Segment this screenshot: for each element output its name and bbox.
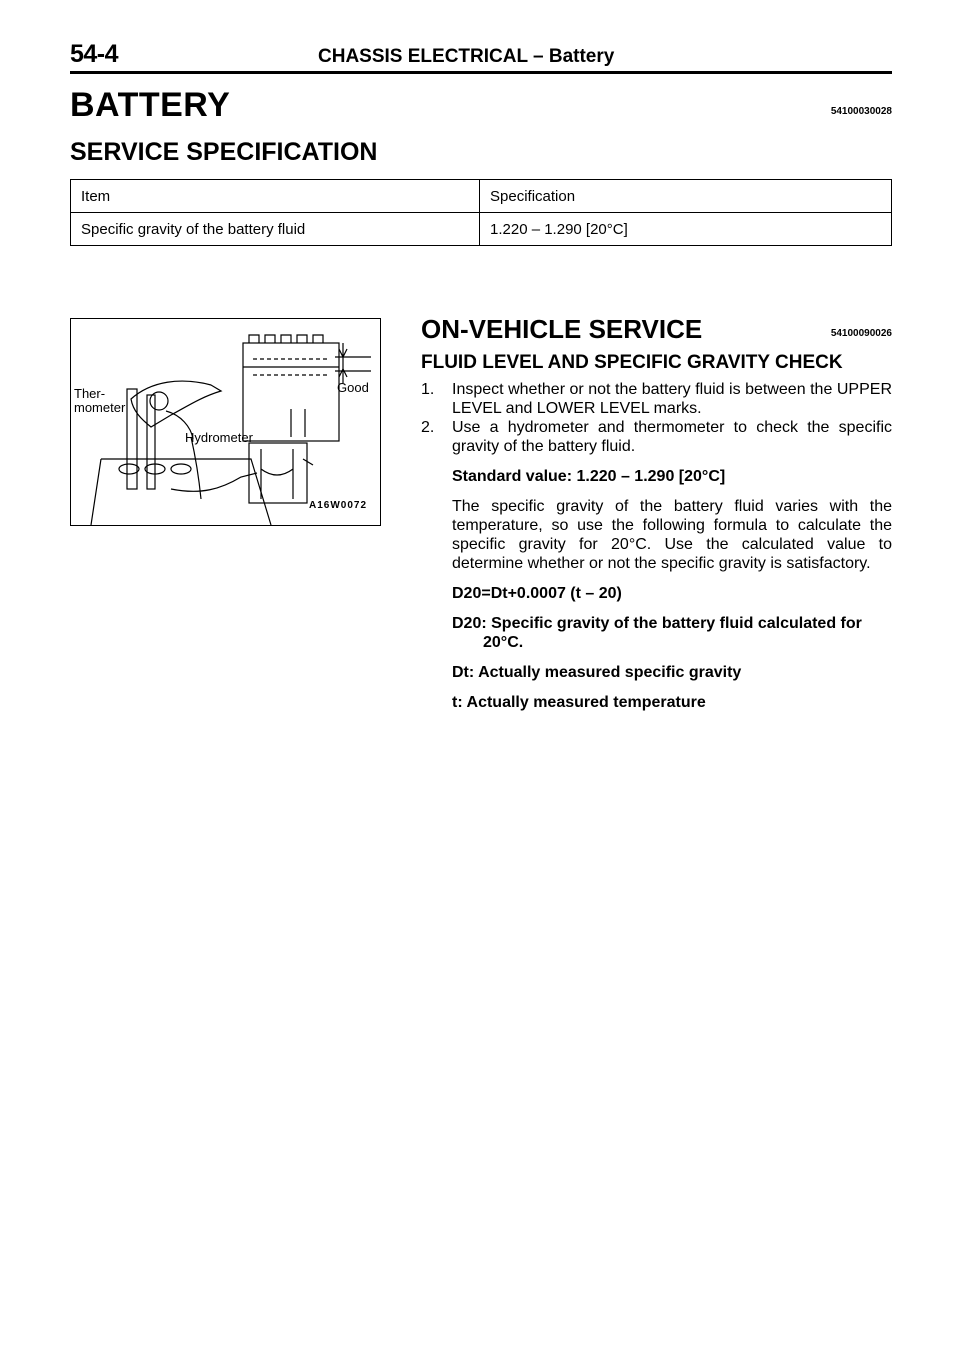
hydrometer-label: Hydrometer bbox=[185, 430, 253, 445]
battery-heading: BATTERY bbox=[70, 86, 231, 124]
table-header-row bbox=[71, 180, 892, 213]
definition-t: t: Actually measured temperature bbox=[452, 694, 706, 711]
step-1-number: 1. bbox=[421, 381, 435, 398]
page-number: 54-4 bbox=[70, 40, 119, 68]
formula: D20=Dt+0.0007 (t – 20) bbox=[452, 585, 622, 602]
column-header-spec: Specification bbox=[480, 180, 892, 213]
spec-table bbox=[70, 179, 892, 246]
explanation-text: The specific gravity of the battery fluid varies with the temperature, so use the following formula to calculate the specific gravity for 20°C. Use the calculated value to determine whether or not the specific gravity is satisfactory. bbox=[452, 498, 892, 572]
header-rule bbox=[70, 71, 892, 74]
table-cell-item: Specific gravity of the battery fluid bbox=[71, 213, 480, 246]
column-header-item: Item bbox=[71, 180, 480, 213]
on-vehicle-service-heading: ON-VEHICLE SERVICE bbox=[421, 314, 703, 344]
page-header bbox=[70, 40, 892, 70]
step-2 bbox=[421, 418, 892, 456]
procedure-body bbox=[421, 380, 892, 712]
table-cell-spec: 1.220 – 1.290 [20°C] bbox=[480, 213, 892, 246]
step-2-number: 2. bbox=[421, 419, 435, 436]
table-row bbox=[71, 213, 892, 246]
battery-drawing bbox=[71, 319, 380, 525]
definition-dt: Dt: Actually measured specific gravity bbox=[452, 664, 742, 681]
service-spec-heading: SERVICE SPECIFICATION bbox=[70, 138, 378, 166]
definition-d20: D20: Specific gravity of the battery fluid calculated for 20°C. bbox=[452, 615, 862, 651]
standard-value: Standard value: 1.220 – 1.290 [20°C] bbox=[452, 468, 726, 485]
section-title: CHASSIS ELECTRICAL – Battery bbox=[318, 46, 615, 67]
step-1-text: Inspect whether or not the battery fluid is between the UPPER LEVEL and LOWER LEVEL marks. bbox=[452, 381, 892, 417]
fluid-check-subheading: FLUID LEVEL AND SPECIFIC GRAVITY CHECK bbox=[421, 352, 843, 373]
battery-check-illustration bbox=[70, 318, 381, 526]
thermometer-label: Ther- mometer bbox=[74, 386, 126, 415]
on-vehicle-code: 54100090026 bbox=[830, 328, 892, 339]
good-label: Good bbox=[337, 380, 369, 395]
step-2-text: Use a hydrometer and thermometer to check the specific gravity of the battery fluid. bbox=[452, 419, 892, 455]
figure-code: A16W0072 bbox=[309, 500, 368, 511]
battery-code: 54100030028 bbox=[830, 106, 892, 117]
step-1 bbox=[421, 380, 892, 418]
